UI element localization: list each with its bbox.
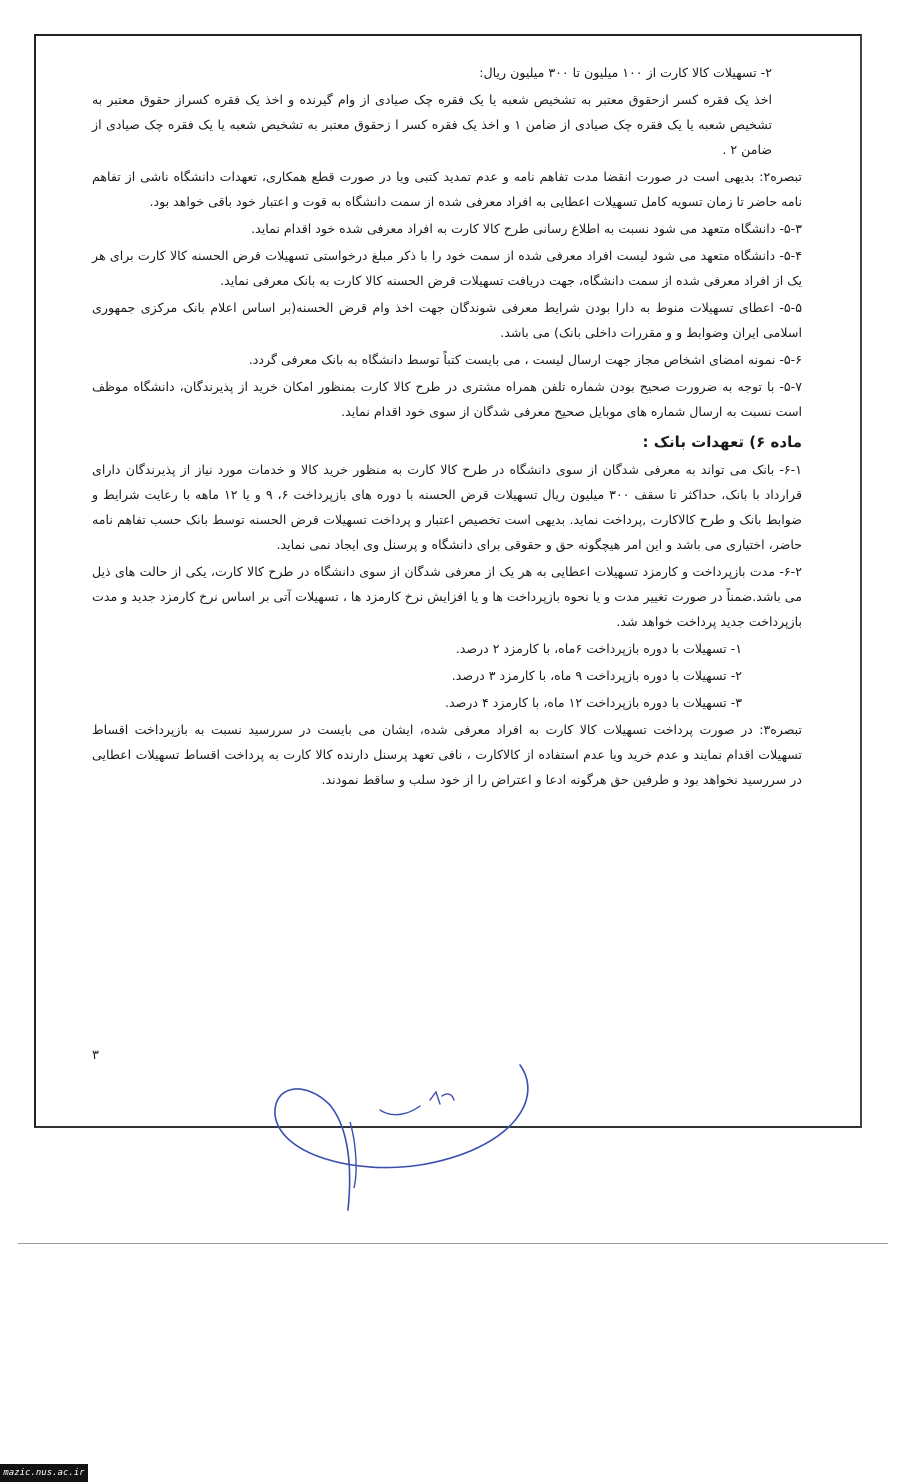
paragraph-5-6: ۵-۶- نمونه امضای اشخاص مجاز جهت ارسال لیست ، می بایست کتباً توسط دانشگاه به بانک معرفی گردد. (248, 352, 802, 367)
paragraph-5-5: ۵-۵- اعطای تسهیلات منوط به دارا بودن شرایط معرفی شوندگان جهت اخذ وام قرض الحسنه(بر اساس اعلام بانک مرکزی جمهوری اسلامی ایران وضوابط و و مقررات داخلی بانک) می باشد. (92, 300, 802, 340)
paragraph-5-7: ۵-۷- با توجه به ضرورت صحیح بودن شماره تلفن همراه مشتری در طرح کالا کارت بمنظور امکان خرید از پذیرندگان، دانشگاه موظف است نسبت به ارسال شماره های موبایل صحیح معرفی شدگان از سوی خود اقدام نماید. (92, 379, 802, 419)
paragraph-6-1: ۶-۱- بانک می تواند به معرفی شدگان از سوی دانشگاه در طرح کالا کارت به منظور خرید کالا و خدمات مورد نیاز از پذیرندگان دارای قرارداد با بانک، حداکثر تا سقف ۳۰۰ میلیون ریال تسهیلات قرض الحسنه با دوره های بازپرداخت ۶، ۹ و یا ۱۲ ماهه با رعایت شرایط و ضوابط بانک و طرح کالاکارت ,پرداخت نماید. بدیهی است تخصیص اعتبار و پرداخت تسهیلات قرض الحسنه توسط بانک حسب تفاهم نامه حاضر، اختیاری می باشد و این امر هیچگونه حق و حقوقی برای دانشگاه و پرسنل وی ایجاد نمی نماید. (92, 462, 802, 552)
paragraph-facility-tier-2: ۲- تسهیلات کالا کارت از ۱۰۰ میلیون تا ۳۰۰ میلیون ریال: (479, 65, 772, 80)
document-body (92, 60, 802, 794)
page-number: ۳ (92, 1048, 99, 1063)
bottom-divider (18, 1243, 888, 1244)
paragraph-6-2: ۶-۲- مدت بازپرداخت و کارمزد تسهیلات اعطایی به هر یک از معرفی شدگان از سوی دانشگاه در طرح کالا کارت، یکی از حالت های ذیل می باشد.ضمناً در صورت تغییر مدت و یا نحوه بازپرداخت ها و یا افزایش نرخ کارمزد ها ، تسهیلات آتی بر اساس نرخ کارمزد جدید و مدت بازپرداخت جدید پرداخت خواهد شد. (92, 564, 802, 629)
section-heading-article-6: ماده ۶) تعهدات بانک : (642, 433, 802, 451)
handwritten-signature (270, 1060, 560, 1220)
watermark: mazic.nus.ac.ir (0, 1464, 88, 1482)
paragraph-note-2: تبصره۲: بدیهی است در صورت انقضا مدت تفاهم نامه و عدم تمدید کتبی ویا در صورت قطع همکاری، تعهدات دانشگاه ناشی از تفاهم نامه حاضر تا زمان تسویه کامل تسهیلات اعطایی به افراد معرفی شده از سمت دانشگاه به قوت و اعتبار خود باقی خواهد بود. (92, 169, 802, 209)
paragraph-note-3: تبصره۳: در صورت پرداخت تسهیلات کالا کارت به افراد معرفی شده، ایشان می بایست در سررسید نسبت به بازپرداخت اقساط تسهیلات اقدام نمایند و عدم خرید ویا عدم استفاده از کالاکارت ، نافی تعهد پرسنل دارنده کالا کارت به پرداخت اقساط تسهیلات اعطایی در سررسید نخواهد بود و طرفین حق هرگونه ادعا و اعتراض را از خود سلب و ساقط نمودند. (92, 722, 802, 787)
paragraph-guarantee-terms: اخذ یک فقره کسر ازحقوق معتبر به تشخیص شعبه یا یک فقره چک صیادی از وام گیرنده و اخذ یک فقره کسراز حقوق معتبر به تشخیص شعبه یا یک فقره چک صیادی از ضامن ۱ و اخذ یک فقره کسر ا زحقوق معتبر به تشخیص شعبه یا یک فقره چک صیادی از ضامن ۲ . (92, 92, 772, 157)
list-item-term-12-months: ۳- تسهیلات با دوره بازپرداخت ۱۲ ماه، با کارمزد ۴ درصد. (444, 695, 742, 710)
list-item-term-9-months: ۲- تسهیلات با دوره بازپرداخت ۹ ماه، با کارمزد ۳ درصد. (451, 668, 742, 683)
paragraph-5-3: ۵-۳- دانشگاه متعهد می شود نسبت به اطلاع رسانی طرح کالا کارت به افراد معرفی شده خود اقدام نماید. (251, 221, 802, 236)
list-item-term-6-months: ۱- تسهیلات با دوره بازپرداخت ۶ماه، با کارمزد ۲ درصد. (455, 641, 742, 656)
paragraph-5-4: ۵-۴- دانشگاه متعهد می شود لیست افراد معرفی شده از سمت خود را با ذکر مبلغ درخواستی تسهیلات قرض الحسنه کالا کارت برای هر یک از افراد معرفی شده از سمت دانشگاه، جهت دریافت تسهیلات قرض الحسنه کالا کارت به بانک معرفی نماید. (92, 248, 802, 288)
